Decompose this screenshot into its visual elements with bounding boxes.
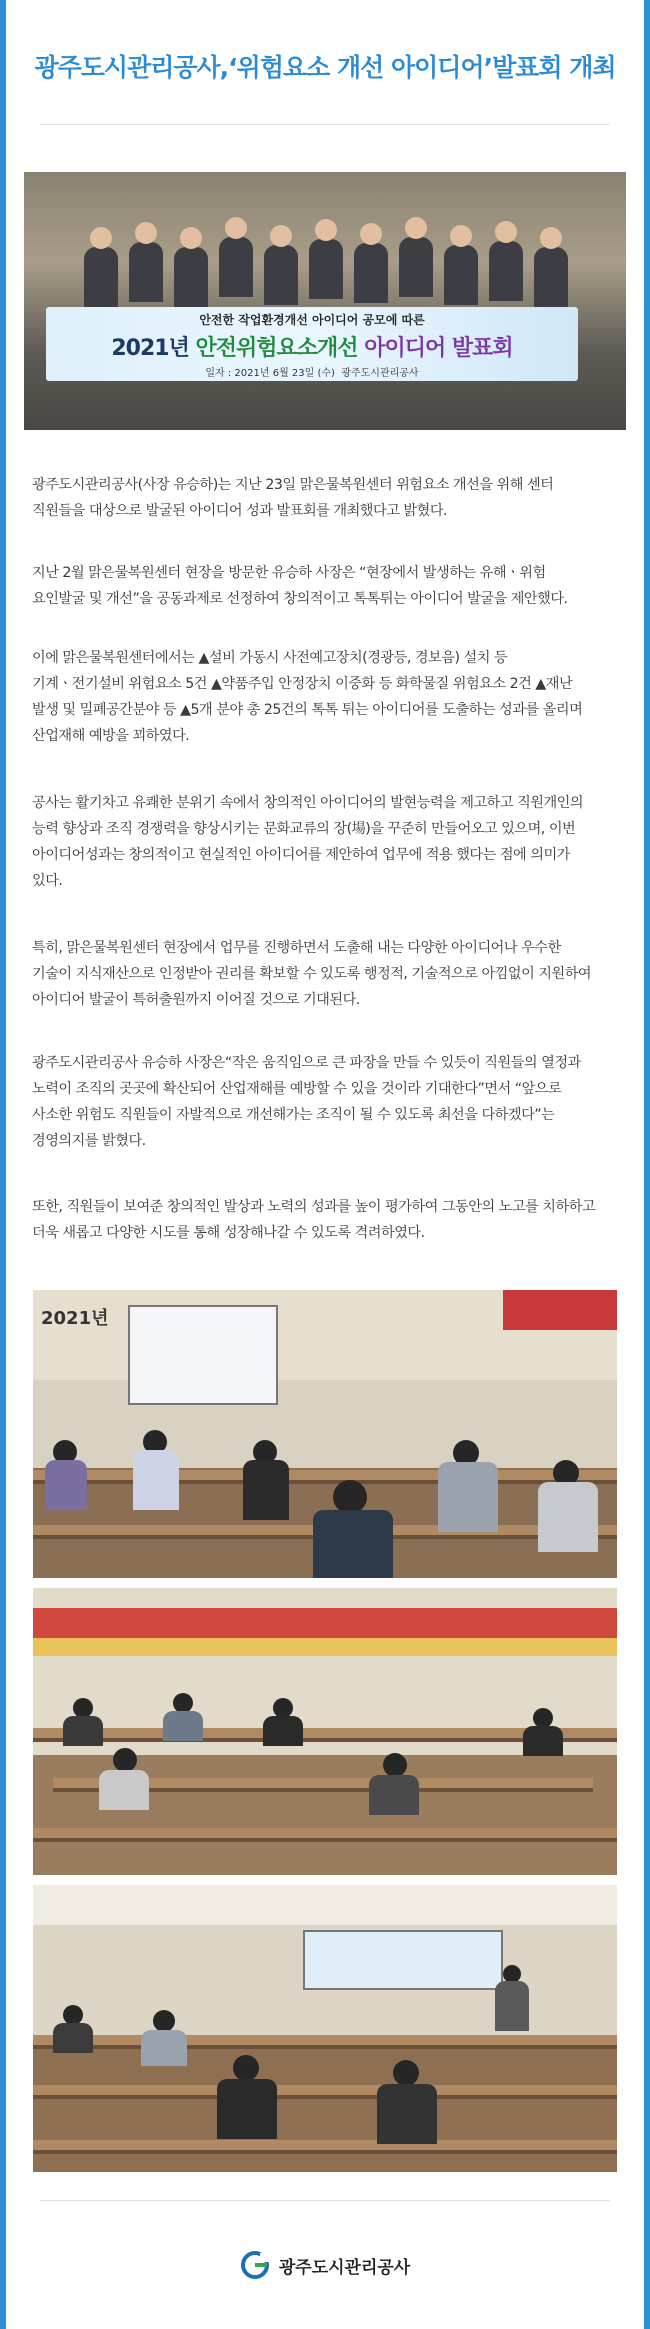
stage-banner xyxy=(303,1930,503,1990)
paragraph-3: 이에 맑은물복원센터에서는 ▲설비 가동시 사전예고장치(경광등, 경보음) 설치 등 기계ㆍ전기설비 위험요소 5건 ▲약품주입 안정장치 이중화 등 화학물질 위험요소 2건 ▲재난 발생 및 밀폐공간분야 등 ▲5개 분야 총 25건의 톡톡 튀는 아이디어를 도출하는 성과를 올리며 산업재해 예방을 꾀하였다. xyxy=(32,650,583,744)
banner-title xyxy=(46,331,578,362)
article-title: 광주도시관리공사,‘위험요소 개선 아이디어’발표회 개최 xyxy=(34,53,616,82)
logo-g-icon xyxy=(240,2250,270,2280)
group-people xyxy=(74,207,574,317)
paragraph-5: 특히, 맑은물복원센터 현장에서 업무를 진행하면서 도출해 내는 다양한 아이디어나 우수한 기술이 지식재산으로 인정받아 권리를 확보할 수 있도록 행정적, 기술적으로 아낌없이 지원하여 아이디어 발굴이 특허출원까지 이어질 것으로 기대된다. xyxy=(32,940,592,1008)
banner-purple-text: 아이디어 발표회 xyxy=(364,336,513,361)
event-banner xyxy=(46,307,578,381)
main-photo xyxy=(24,172,626,430)
meeting-photo-2 xyxy=(33,1588,617,1875)
banner-green-text: 안전위험요소개선 xyxy=(195,336,358,361)
divider-top xyxy=(40,124,610,125)
divider-bottom xyxy=(40,2200,610,2201)
paragraph-2: 지난 2월 맑은물복원센터 현장을 방문한 유승하 사장은 “현장에서 발생하는 유해ㆍ위험 요인발굴 및 개선”을 공동과제로 선정하여 창의적이고 톡톡튀는 아이디어 발굴을 제안했다. xyxy=(32,565,568,607)
paragraph-7: 또한, 직원들이 보여준 창의적인 발상과 노력의 성과를 높이 평가하여 그동안의 노고를 치하하고 더욱 새롭고 다양한 시도를 통해 성장해나갈 수 있도록 격려하였다. xyxy=(32,1199,596,1241)
banner-date: 일자 : 2021년 6월 23일 (수) 광주도시관리공사 xyxy=(205,368,419,379)
photo1-banner-text: 2021년 xyxy=(41,1308,109,1329)
paragraph-6: 광주도시관리공사 유승하 사장은“작은 움직임으로 큰 파장을 만들 수 있듯이 직원들의 열정과 노력이 조직의 곳곳에 확산되어 산업재해를 예방할 수 있을 것이라 기대한다”면서 “앞으로 사소한 위험도 직원들이 자발적으로 개선해가는 조직이 될 수 있도록 최선을 다하겠다”는 경영의지를 밝혔다. xyxy=(32,1055,581,1149)
banner-year: 2021년 xyxy=(111,336,189,361)
banner-subtitle: 안전한 작업환경개선 아이디어 공모에 따른 xyxy=(199,313,425,327)
meeting-photo-3 xyxy=(33,1885,617,2172)
footer-logo xyxy=(0,2250,650,2280)
projection-screen xyxy=(128,1305,278,1405)
footer-org-name: 광주도시관리공사 xyxy=(278,2257,411,2278)
paragraph-4: 공사는 활기차고 유쾌한 분위기 속에서 창의적인 아이디어의 발현능력을 제고하고 직원개인의 능력 향상과 조직 경쟁력을 향상시키는 문화교류의 장(場)을 꾸준히 만들어오고 있으며, 이번 아이디어성과는 창의적이고 현실적인 아이디어를 제안하여 업무에 적용 했다는 점에 의미가 있다. xyxy=(32,795,584,889)
meeting-photo-1 xyxy=(33,1290,617,1578)
paragraph-1: 광주도시관리공사(사장 유승하)는 지난 23일 맑은물복원센터 위험요소 개선을 위해 센터 직원들을 대상으로 발굴된 아이디어 성과 발표회를 개최했다고 밝혔다. xyxy=(32,477,554,519)
